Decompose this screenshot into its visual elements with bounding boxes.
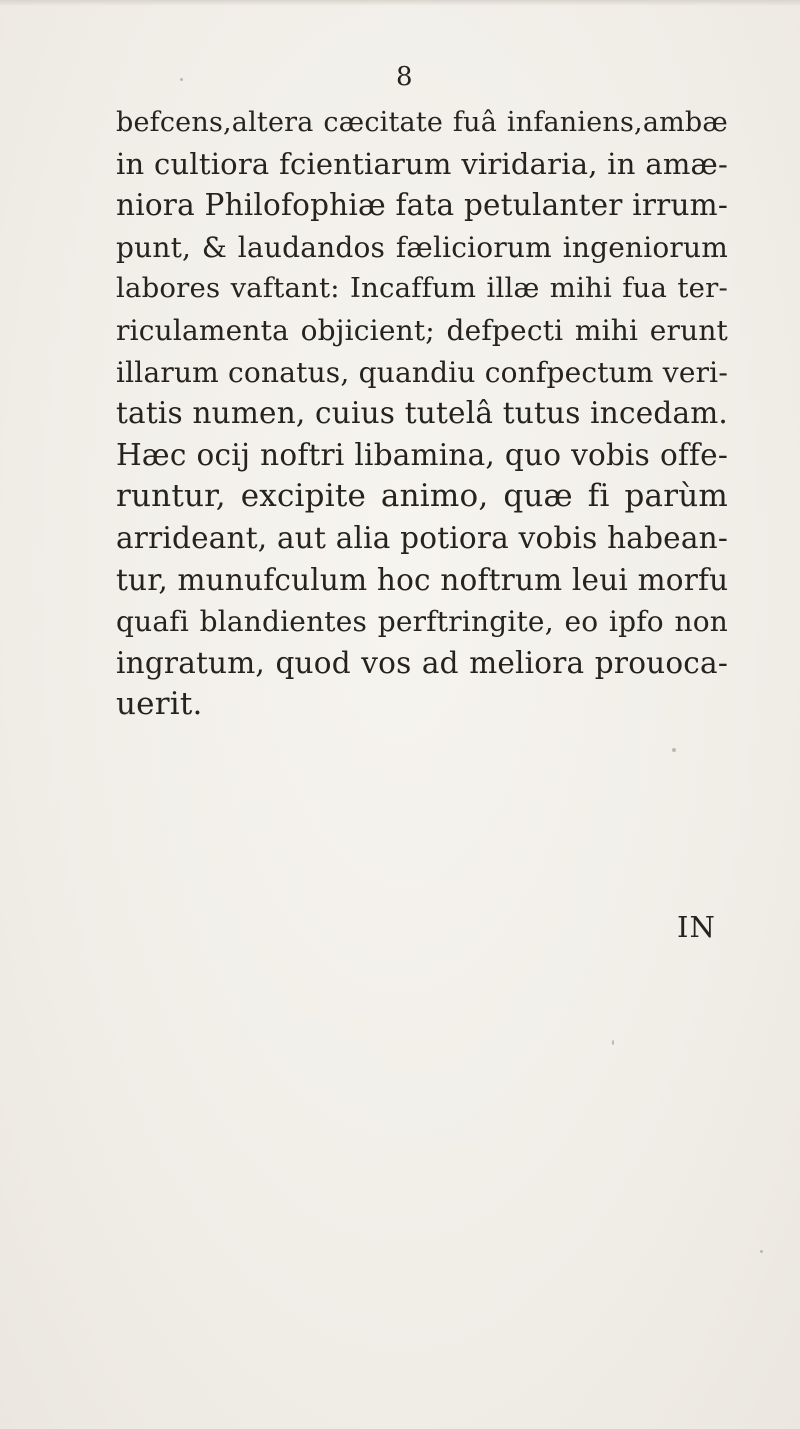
paper-speck bbox=[760, 1250, 763, 1253]
text-line: ingratum, quod vos ad meliora prouoca- bbox=[116, 645, 728, 680]
text-line: Hæc ocij noftri libamina, quo vobis offe- bbox=[116, 437, 728, 472]
page-number: 8 bbox=[396, 62, 413, 92]
page-top-edge bbox=[0, 0, 800, 6]
text-line: illarum conatus, quandiu confpectum veri- bbox=[116, 355, 728, 389]
text-line: uerit. bbox=[116, 686, 203, 723]
paper-speck bbox=[180, 78, 183, 81]
catchword: IN bbox=[677, 910, 716, 944]
text-line: quafi blandientes perftringite, eo ipfo non bbox=[116, 605, 728, 639]
text-line: runtur, excipite animo, quæ fi parùm bbox=[116, 478, 728, 515]
text-line: arrideant, aut alia potiora vobis habean- bbox=[116, 520, 728, 555]
text-line: punt, & laudandos fæliciorum ingeniorum bbox=[116, 230, 728, 264]
text-line: befcens,altera cæcitate fuâ infaniens,ambæ bbox=[116, 107, 728, 138]
text-line: niora Philofophiæ fata petulanter irrum- bbox=[116, 188, 728, 223]
text-block bbox=[116, 102, 728, 726]
text-line: labores vaftant: Incaffum illæ mihi fua ter- bbox=[116, 272, 728, 305]
text-line: tatis numen, cuius tutelâ tutus incedam. bbox=[116, 396, 728, 431]
text-line: riculamenta objicient; defpecti mihi erunt bbox=[116, 313, 728, 347]
paper-speck bbox=[612, 1040, 614, 1045]
text-line: tur, munufculum hoc noftrum leui morfu bbox=[116, 562, 729, 597]
text-line: in cultiora fcientiarum viridaria, in amæ- bbox=[116, 146, 728, 181]
paper-speck bbox=[672, 748, 676, 752]
